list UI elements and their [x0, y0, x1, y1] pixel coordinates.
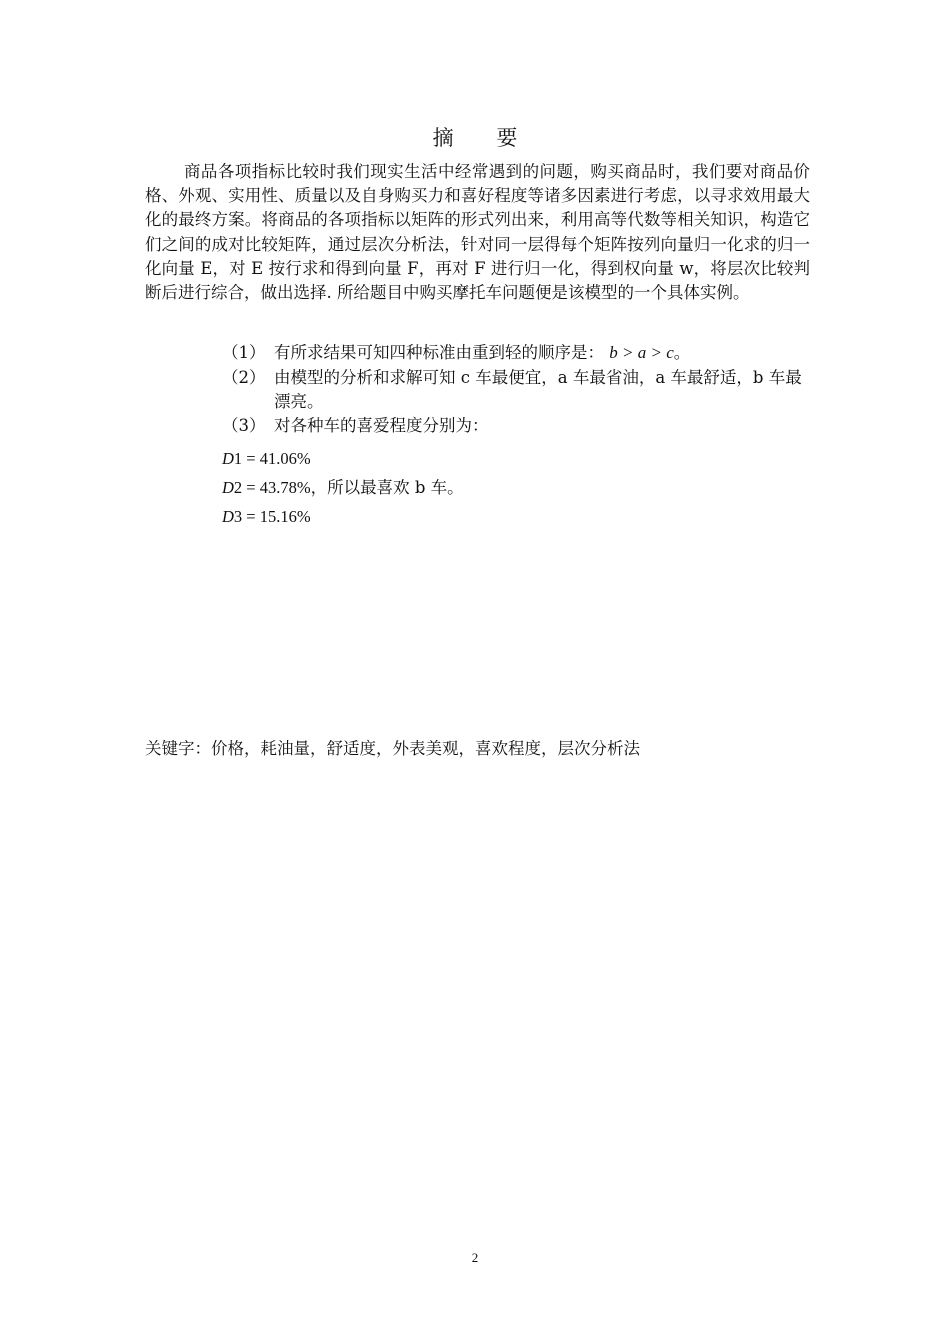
list-item — [222, 341, 809, 365]
list-item-text: 对各种车的喜爱程度分别为： — [274, 416, 489, 435]
result-formula-d1: D1 = 41.06% — [222, 449, 311, 468]
page-title: 摘 要 — [432, 126, 536, 150]
result-formula-d3: D3 = 15.16% — [222, 507, 311, 526]
list-item-text-main: 有所求结果可知四种标准由重到轻的顺序是： — [274, 343, 604, 362]
list-item-number: （1） — [222, 343, 266, 362]
order-formula: b > a > c — [609, 343, 674, 362]
page-number: 2 — [471, 1250, 479, 1265]
list-item-number: （2） — [222, 368, 266, 387]
list-item-number: （3） — [222, 416, 266, 435]
abstract-paragraph: 商品各项指标比较时我们现实生活中经常遇到的问题，购买商品时，我们要对商品价格、外观、实用性、质量以及自身购买力和喜好程度等诸多因素进行考虑，以寻求效用最大化的最终方案。将商品的各项指标以矩阵的形式列出来，利用高等代数等相关知识，构造它们之间的成对比较矩阵，通过层次分析法，针对同一层得每个矩阵按列向量归一化求的归一化向量 E，对 E 按行求和得到向量 F，再对 F 进行归一化，得到权向量 w，将层次比较判断后进行综合，做出选择. 所给题目中购买摩托车问题便是该模型的一个具体实例。 — [145, 162, 810, 303]
list-item-text — [274, 341, 809, 365]
list-item-text: 由模型的分析和求解可知 c 车最便宜，a 车最省油，a 车最舒适，b 车最漂亮。 — [274, 368, 802, 412]
list-item — [222, 366, 809, 414]
result-formula-d2: D2 = 43.78%，所以最喜欢 b 车。 — [222, 478, 464, 497]
keywords-line: 关键字：价格，耗油量，舒适度，外表美观，喜欢程度，层次分析法 — [145, 739, 640, 758]
list-item-suffix: 。 — [673, 343, 691, 362]
list-item — [222, 414, 809, 438]
